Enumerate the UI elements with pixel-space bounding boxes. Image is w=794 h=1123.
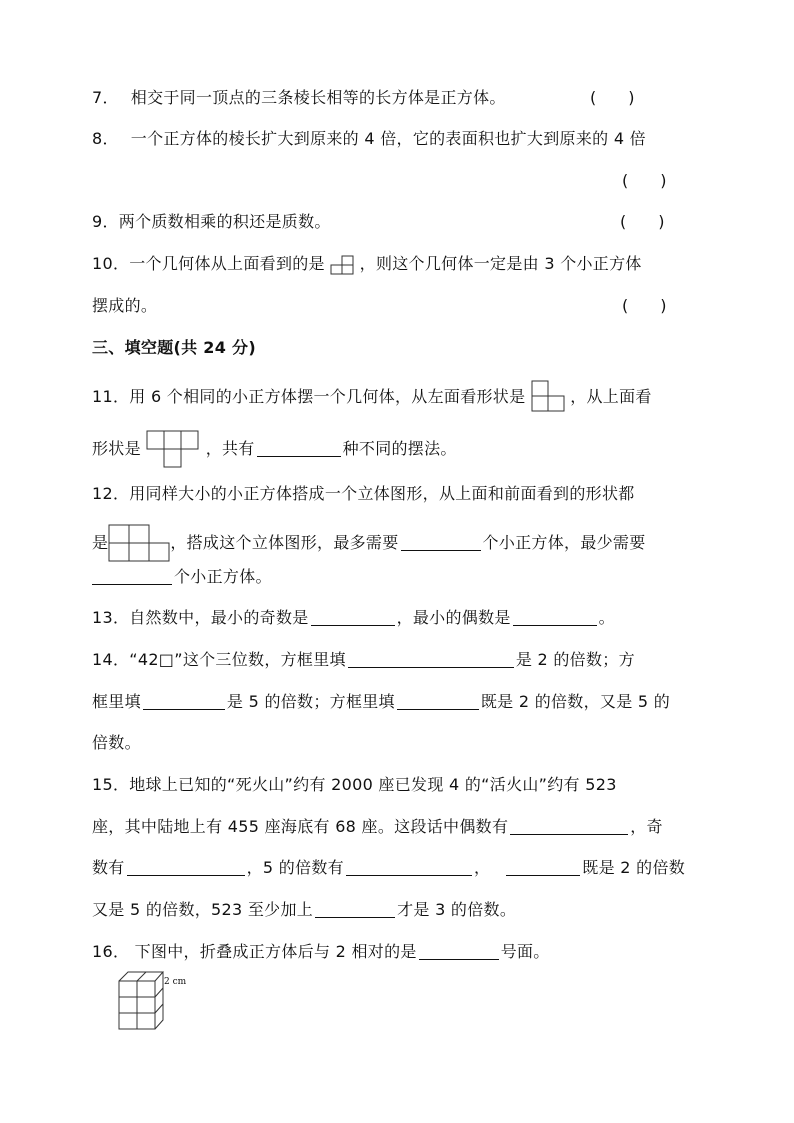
q11-text-post: ，从上面看 xyxy=(570,387,652,406)
q14-l2-pre: 框里填 xyxy=(92,692,141,711)
q10-text-post: ，则这个几何体一定是由 3 个小正方体 xyxy=(359,254,642,273)
q14-l2-mid: 是 5 的倍数；方框里填 xyxy=(226,692,395,711)
q13-odd-blank[interactable] xyxy=(311,607,395,626)
q16-cuboid-figure xyxy=(114,970,164,1032)
q15-l3-mid: ，5 的倍数有 xyxy=(246,858,344,877)
q10-answer-paren[interactable]: ( ) xyxy=(622,296,667,315)
q14-line3: 倍数。 xyxy=(92,733,141,752)
question-9 xyxy=(92,211,331,233)
q14-l2-post: 既是 2 的倍数，又是 5 的 xyxy=(480,692,671,711)
q11-l2-mid: ，共有 xyxy=(205,439,255,458)
q15-l4-pre: 又是 5 的倍数，523 至少加上 xyxy=(92,900,314,919)
question-11 xyxy=(92,380,652,412)
q10-text-pre: 10．一个几何体从上面看到的是 xyxy=(92,254,325,273)
q15-l3-comma: ， xyxy=(473,858,491,877)
question-12: 12．用同样大小的小正方体搭成一个立体图形，从上面和前面看到的形状都 xyxy=(92,484,635,503)
q12-l2-post: 个小正方体，最少需要 xyxy=(482,533,646,552)
q15-line4 xyxy=(92,899,516,921)
q8-answer-paren[interactable]: ( ) xyxy=(622,171,667,190)
q15-line3 xyxy=(92,857,685,879)
q12-view-icon xyxy=(108,524,170,562)
q11-l2-post: 种不同的摆法。 xyxy=(342,439,457,458)
q12-l2-pre: 是 xyxy=(92,533,109,552)
q12-line3 xyxy=(92,566,272,588)
q14-pre: 14．“42□”这个三位数，方框里填 xyxy=(92,650,346,669)
question-7 xyxy=(92,87,506,109)
q15-l4-post: 才是 3 的倍数。 xyxy=(397,900,517,919)
q13-post: 。 xyxy=(598,608,615,627)
question-15: 15．地球上已知的“死火山”约有 2000 座已发现 4 的“活火山”约有 523 xyxy=(92,775,617,794)
question-16 xyxy=(92,941,550,963)
q15-odd-blank[interactable] xyxy=(127,857,245,876)
q15-add-blank[interactable] xyxy=(315,899,395,918)
q11-line2 xyxy=(92,430,457,468)
q13-mid: ，最小的偶数是 xyxy=(396,608,511,627)
q15-l3-pre: 数有 xyxy=(92,858,125,877)
q7-number: 7． xyxy=(92,88,119,107)
q15-l2-pre: 座，其中陆地上有 455 座海底有 68 座。这段话中偶数有 xyxy=(92,817,509,836)
q11-top-view-icon xyxy=(146,430,200,468)
q14-mult2-blank[interactable] xyxy=(348,649,514,668)
q15-l2-post: ，奇 xyxy=(630,817,663,836)
q13-pre: 13．自然数中，最小的奇数是 xyxy=(92,608,309,627)
section-3-title: 三、填空题(共 24 分) xyxy=(92,338,256,357)
q8-number: 8． xyxy=(92,129,119,148)
question-10 xyxy=(92,253,642,275)
question-13 xyxy=(92,607,615,629)
q11-left-view-icon xyxy=(531,380,565,412)
q14-mult5-blank[interactable] xyxy=(143,691,225,710)
q12-l2-mid: ，搭成这个立体图形，最多需要 xyxy=(170,533,399,552)
q10-line2: 摆成的。 xyxy=(92,296,158,315)
q14-mult10-blank[interactable] xyxy=(397,691,479,710)
question-8 xyxy=(92,128,646,150)
q8-text: 一个正方体的棱长扩大到原来的 4 倍，它的表面积也扩大到原来的 4 倍 xyxy=(130,129,646,148)
q11-answer-blank[interactable] xyxy=(257,438,341,457)
q12-l3-post: 个小正方体。 xyxy=(174,567,272,586)
q7-text: 相交于同一顶点的三条棱长相等的长方体是正方体。 xyxy=(130,88,506,107)
q7-answer-paren[interactable]: ( ) xyxy=(590,88,635,107)
q12-max-blank[interactable] xyxy=(401,532,481,551)
q15-mult5-blank[interactable] xyxy=(346,857,472,876)
q12-min-blank[interactable] xyxy=(92,566,172,585)
q11-l2-pre: 形状是 xyxy=(92,439,141,458)
question-14 xyxy=(92,649,635,671)
q9-text: 9．两个质数相乘的积还是质数。 xyxy=(92,212,331,231)
q15-l3-post: 既是 2 的倍数 xyxy=(582,858,686,877)
q10-top-view-icon xyxy=(330,255,354,275)
q12-line2 xyxy=(92,524,646,562)
q16-pre: 16． 下图中，折叠成正方体后与 2 相对的是 xyxy=(92,942,417,961)
q15-mult10-blank[interactable] xyxy=(506,857,580,876)
q14-line2 xyxy=(92,691,670,713)
q14-post: 是 2 的倍数；方 xyxy=(515,650,635,669)
q11-text-pre: 11．用 6 个相同的小正方体摆一个几何体，从左面看形状是 xyxy=(92,387,526,406)
q13-even-blank[interactable] xyxy=(513,607,597,626)
q16-post: 号面。 xyxy=(500,942,550,961)
q9-answer-paren[interactable]: ( ) xyxy=(620,212,665,231)
q15-even-blank[interactable] xyxy=(510,816,628,835)
q16-answer-blank[interactable] xyxy=(419,941,499,960)
q16-figure-label: 2 cm xyxy=(164,977,187,987)
q15-line2 xyxy=(92,816,663,838)
